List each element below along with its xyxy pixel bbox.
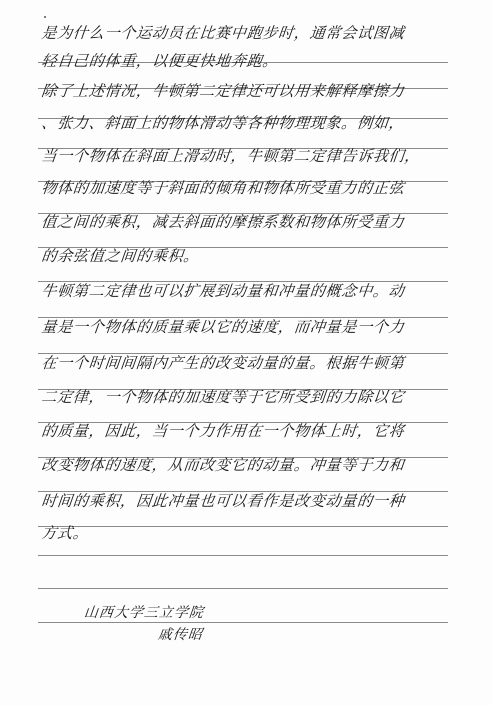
ruled-line — [38, 555, 448, 556]
text-line: 、张力、斜面上的物体滑动等各种物理现象。例如， — [40, 114, 406, 132]
text-line: 当一个物体在斜面上滑动时，牛顿第二定律告诉我们， — [40, 147, 422, 165]
text-line: 除了上述情况，牛顿第二定律还可以用来解释摩擦力 — [40, 82, 406, 100]
ruled-line — [38, 588, 448, 589]
text-line: 方式。 — [40, 524, 90, 542]
signature-school: 山西大学三立学院 — [83, 605, 205, 621]
text-line: 在一个时间间隔内产生的改变动量的量。根据牛顿第 — [40, 354, 406, 372]
text-line: 值之间的乘积，减去斜面的摩擦系数和物体所受重力 — [40, 213, 406, 231]
text-line: 的余弦值之间的乘积。 — [40, 247, 201, 265]
text-line: 轻自己的体重，以便更快地奔跑。 — [40, 52, 280, 70]
text-line: 是为什么一个运动员在比赛中跑步时，通常会试图减 — [40, 24, 406, 42]
text-line: 时间的乘积，因此冲量也可以看作是改变动量的一种 — [40, 492, 406, 510]
text-line: 二定律，一个物体的加速度等于它所受到的力除以它 — [40, 388, 406, 406]
signature-name: 戚传昭 — [157, 627, 204, 643]
text-line: 牛顿第二定律也可以扩展到动量和冲量的概念中。动 — [40, 282, 406, 300]
ruled-line — [38, 622, 448, 623]
text-line: 物体的加速度等于斜面的倾角和物体所受重力的正弦 — [40, 179, 406, 197]
page-mark — [44, 16, 46, 18]
text-line: 量是一个物体的质量乘以它的速度，而冲量是一个力 — [40, 318, 406, 336]
text-line: 的质量，因此，当一个力作用在一个物体上时，它将 — [40, 422, 406, 440]
text-line: 改变物体的速度，从而改变它的动量。冲量等于力和 — [40, 456, 406, 474]
